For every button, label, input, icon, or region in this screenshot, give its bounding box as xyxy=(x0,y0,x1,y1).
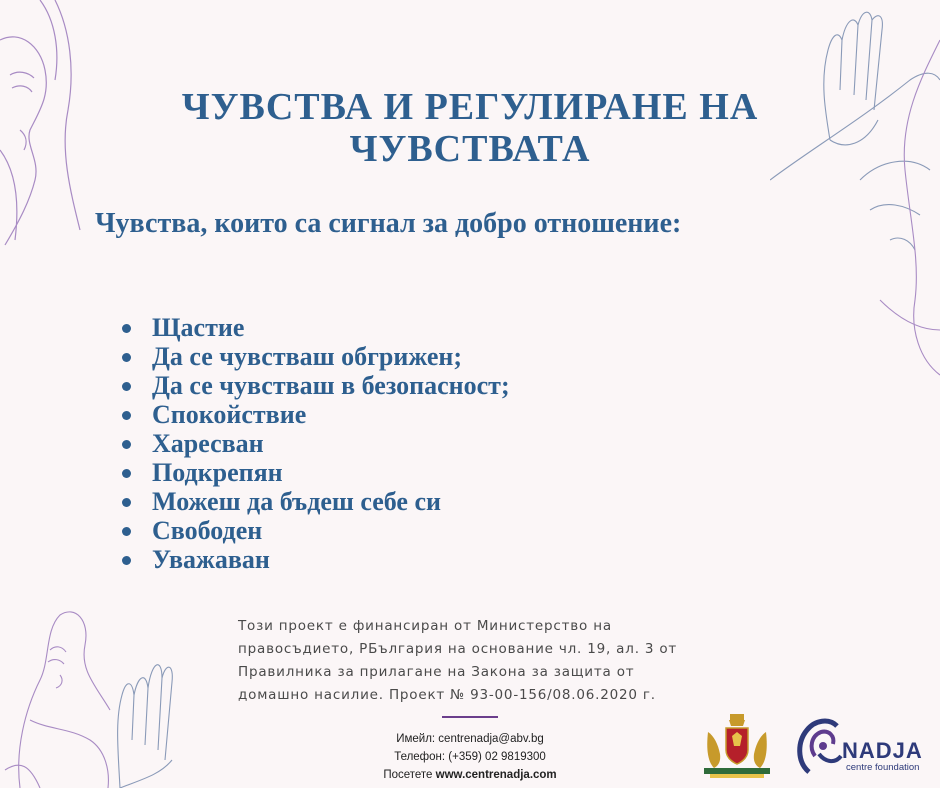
coat-of-arms-icon xyxy=(700,712,774,780)
list-item: Спокойствие xyxy=(120,400,510,429)
visit-label: Посетете xyxy=(383,769,436,781)
list-item: Уважаван xyxy=(120,545,510,574)
contact-website-line xyxy=(350,766,590,784)
logo-name: NADJA xyxy=(842,738,923,763)
logo-subtitle: centre foundation xyxy=(846,762,920,773)
divider xyxy=(442,716,498,718)
woman-line-art-bottom-left xyxy=(0,600,180,788)
page-title: ЧУВСТВА И РЕГУЛИРАНЕ НА ЧУВСТВАТА xyxy=(181,86,759,170)
contact-phone[interactable]: Телефон: (+359) 02 9819300 xyxy=(394,751,546,763)
list-item: Свободен xyxy=(120,516,510,545)
list-item: Харесван xyxy=(120,429,510,458)
list-item: Да се чувстваш обгрижен; xyxy=(120,342,510,371)
list-item: Подкрепян xyxy=(120,458,510,487)
funding-note: Този проект е финансиран от Министерство на правосъдието, РБългария на основание чл. 19, ал. 3 от Правилника за прилагане на Закона за защита от домашно насилие. Проект № 93-00-156/08.06.2020 г. xyxy=(238,618,678,703)
face-line-art-top-left xyxy=(0,0,90,250)
list-item: Можеш да бъдеш себе си xyxy=(120,487,510,516)
website-link[interactable]: www.centrenadja.com xyxy=(435,769,557,781)
list-item: Да се чувстваш в безопасност; xyxy=(120,371,510,400)
section-subtitle: Чувства, които са сигнал за добро отношение: xyxy=(95,208,682,239)
contact-info xyxy=(350,730,590,784)
hands-line-art-top-right xyxy=(770,0,940,380)
feelings-list xyxy=(120,313,510,574)
list-item: Щастие xyxy=(120,313,510,342)
contact-email[interactable]: Имейл: centrenadja@abv.bg xyxy=(396,733,544,745)
